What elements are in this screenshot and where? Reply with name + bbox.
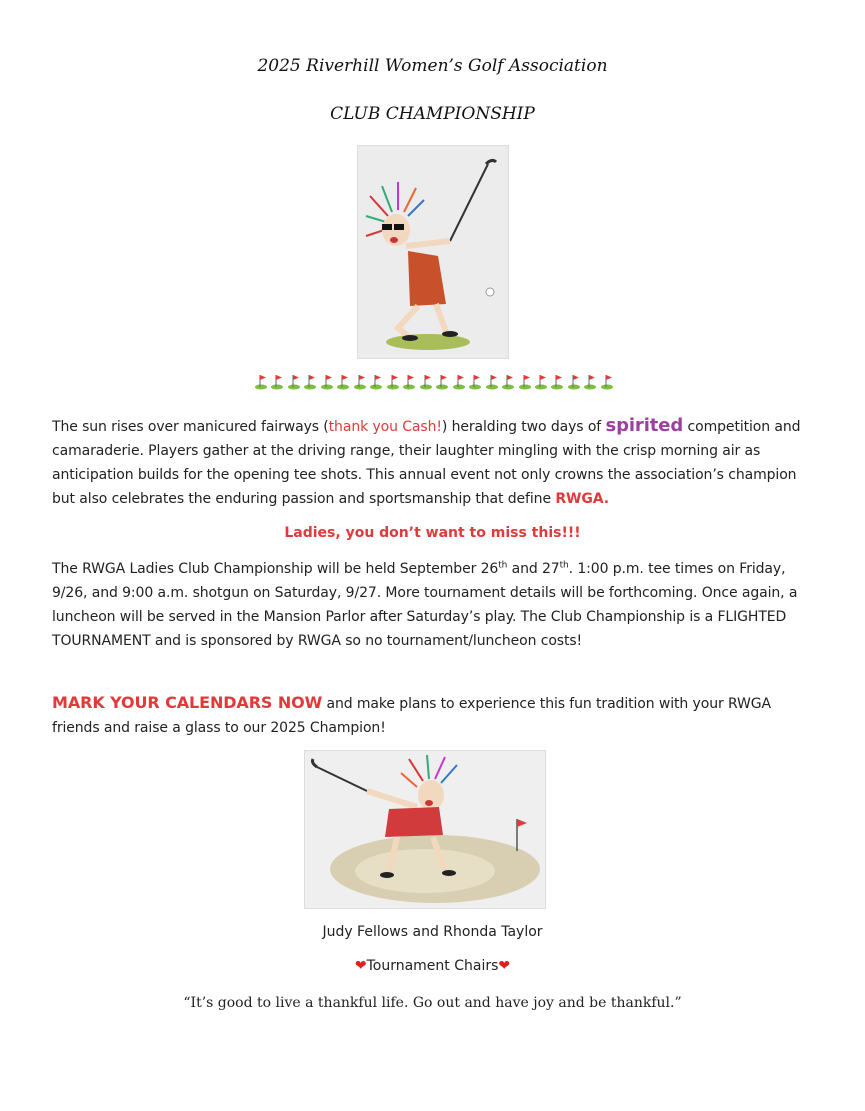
golf-flag-icon: [336, 372, 350, 390]
golf-flag-icon: [320, 372, 334, 390]
thanks-text: thank you Cash!: [328, 419, 442, 435]
golfer-bunker-image: [305, 751, 545, 908]
heart-icon: ❤: [354, 958, 367, 974]
golf-flag-icon: [353, 372, 367, 390]
mark-calendars-text: MARK YOUR CALENDARS NOW: [52, 693, 323, 712]
golfer-swinging-image: [358, 146, 508, 358]
mark-calendar-paragraph: MARK YOUR CALENDARS NOW and make plans to experience this fun tradition with your RWGA friends and raise a glass to our 2025 Champion!: [52, 693, 772, 736]
golf-flag-icon: [485, 372, 499, 390]
golf-flag-icon: [270, 372, 284, 390]
rwga-text: RWGA.: [555, 491, 609, 507]
golf-flag-icon: [287, 372, 301, 390]
golf-flag-icon: [501, 372, 515, 390]
chairs-title-line: [0, 958, 865, 974]
spirited-text: spirited: [605, 415, 684, 436]
golf-flag-icon: [386, 372, 400, 390]
golf-flag-icon: [452, 372, 466, 390]
golf-flag-icon: [254, 372, 268, 390]
chairs-role: Tournament Chairs: [366, 958, 499, 974]
golf-flag-icon: [518, 372, 532, 390]
golf-flag-icon: [402, 372, 416, 390]
title-association: 2025 Riverhill Women’s Golf Association: [257, 56, 608, 76]
title-championship: CLUB CHAMPIONSHIP: [330, 104, 535, 124]
intro-paragraph: The sun rises over manicured fairways (thank you Cash!) heralding two days of spirited competition and camaraderie. Players gather at the driving range, their laughter mingling with the crisp morning air as anticipation builds for the opening tee shots. This annual event not only crowns the association’s champion but also celebrates the enduring passion and sportsmanship that define RWGA.: [52, 415, 801, 507]
golf-flag-icon: [435, 372, 449, 390]
golf-flag-icon: [583, 372, 597, 390]
closing-quote: “It’s good to live a thankful life. Go out and have joy and be thankful.”: [183, 995, 682, 1011]
golf-flag-icon: [550, 372, 564, 390]
heart-icon: ❤: [498, 958, 511, 974]
golf-flag-icon: [369, 372, 383, 390]
callout-text: Ladies, you don’t want to miss this!!!: [284, 525, 581, 541]
golf-flag-icon: [303, 372, 317, 390]
golf-flag-icon: [567, 372, 581, 390]
golf-flag-icon: [468, 372, 482, 390]
golf-flag-icon: [419, 372, 433, 390]
details-paragraph: The RWGA Ladies Club Championship will be held September 26th and 27th. 1:00 p.m. tee times on Friday, 9/26, and 9:00 a.m. shotgun on Saturday, 9/27. More tournament details will be forthcoming. Once again, a luncheon will be served in the Mansion Parlor after Saturday’s play. The Club Championship is a FLIGHTED TOURNAMENT and is sponsored by RWGA so no tournament/luncheon costs!: [52, 560, 798, 649]
golf-flag-icon: [534, 372, 548, 390]
chairs-names: Judy Fellows and Rhonda Taylor: [322, 924, 543, 940]
golf-flag-icon: [600, 372, 614, 390]
golf-flag-divider: [254, 372, 614, 390]
